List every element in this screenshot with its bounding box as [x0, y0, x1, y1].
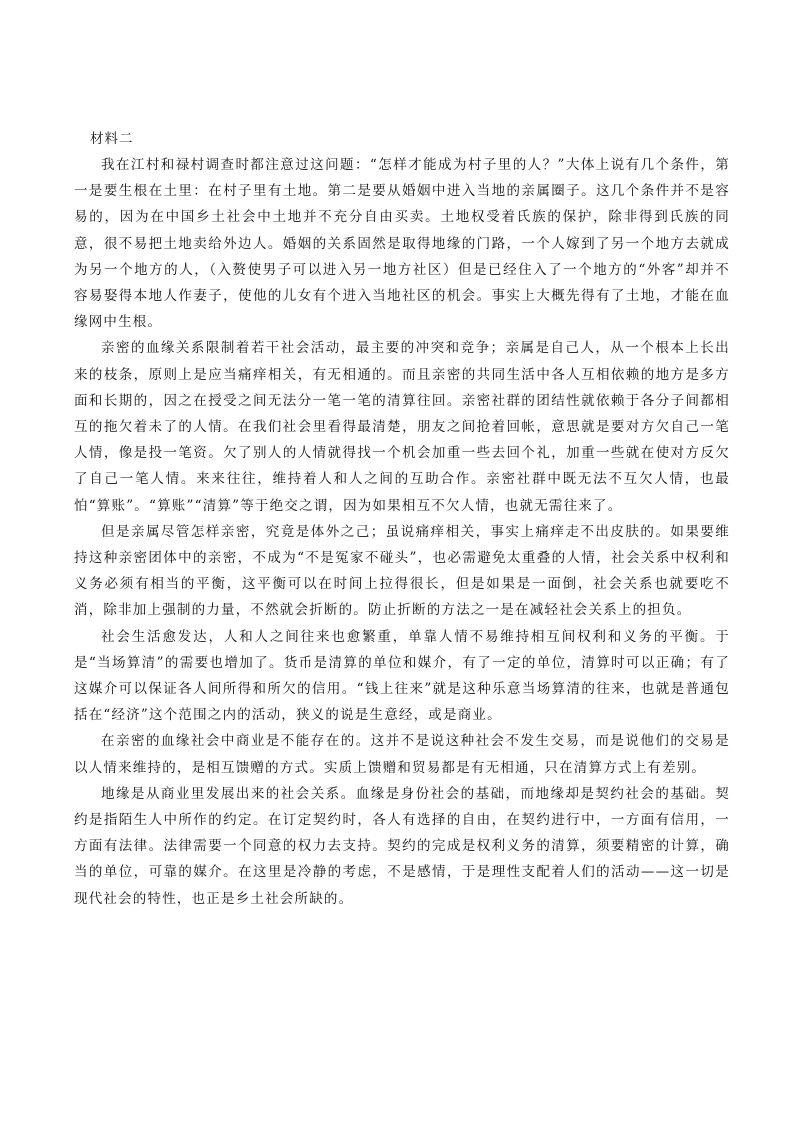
- section-heading: 材料二: [90, 131, 134, 147]
- document-page: [74, 126, 730, 912]
- paragraph-3: 但是亲属尽管怎样亲密，究竟是体外之己；虽说痛痒相关，事实上痛痒走不出皮肤的。如果要维持这种亲密团体中的亲密，不成为“不是冤家不碰头”，也必需避免太重叠的人情，社会关系中权利和义务必须有相当的平衡，这平衡可以在时间上拉得很长，但是如果是一面倒，社会关系也就要吃不消，除非加上强制的力量，不然就会折断的。防止折断的方法之一是在减轻社会关系上的担负。: [74, 523, 730, 619]
- paragraph-4: 社会生活愈发达，人和人之间往来也愈繁重，单靠人情不易维持相互间权利和义务的平衡。于是“当场算清”的需要也增加了。货币是清算的单位和媒介，有了一定的单位，清算时可以正确；有了这媒介可以保证各人间所得和所欠的信用。“钱上往来”就是这种乐意当场算清的往来，也就是普通包括在“经济”这个范围之内的活动，狭义的说是生意经，或是商业。: [74, 628, 730, 724]
- paragraph-2: 亲密的血缘关系限制着若干社会活动，最主要的冲突和竞争；亲属是自己人，从一个根本上长出来的枝条，原则上是应当痛痒相关，有无相通的。而且亲密的共同生活中各人互相依赖的地方是多方面和长期的，因之在授受之间无法分一笔一笔的清算往回。亲密社群的团结性就依赖于各分子间都相互的拖欠着未了的人情。在我们社会里看得最清楚，朋友之间抢着回帐，意思就是要对方欠自己一笔人情，像是投一笔资。欠了别人的人情就得找一个机会加重一些去回个礼，加重一些就在使对方反欠了自己一笔人情。来来往往，维持着人和人之间的互助合作。亲密社群中既无法不互欠人情，也最怕“算账”。“算账”“清算”等于绝交之谓，因为如果相互不欠人情，也就无需往来了。: [74, 340, 730, 514]
- paragraph-6: 地缘是从商业里发展出来的社会关系。血缘是身份社会的基础，而地缘却是契约社会的基础。契约是指陌生人中所作的约定。在订定契约时，各人有选择的自由，在契约进行中，一方面有信用，一方面有法律。法律需要一个同意的权力去支持。契约的完成是权利义务的清算，须要精密的计算，确当的单位，可靠的媒介。在这里是冷静的考虑，不是感情，于是理性支配着人们的活动——这一切是现代社会的特性，也正是乡土社会所缺的。: [74, 785, 730, 907]
- paragraph-1: 我在江村和禄村调查时都注意过这问题：“怎样才能成为村子里的人？”大体上说有几个条件，第一是要生根在土里：在村子里有土地。第二是要从婚姻中进入当地的亲属圈子。这几个条件并不是容易的，因为在中国乡土社会中土地并不充分自由买卖。土地权受着氏族的保护，除非得到氏族的同意，很不易把土地卖给外边人。婚姻的关系固然是取得地缘的门路，一个人嫁到了另一个地方去就成为另一个地方的人，（入赘使男子可以进入另一地方社区）但是已经住入了一个地方的“外客”却并不容易娶得本地人作妻子，使他的儿女有个进入当地社区的机会。事实上大概先得有了土地，才能在血缘网中生根。: [74, 157, 730, 331]
- paragraph-5: 在亲密的血缘社会中商业是不能存在的。这并不是说这种社会不发生交易，而是说他们的交易是以人情来维持的，是相互馈赠的方式。实质上馈赠和贸易都是有无相通，只在清算方式上有差别。: [74, 733, 730, 776]
